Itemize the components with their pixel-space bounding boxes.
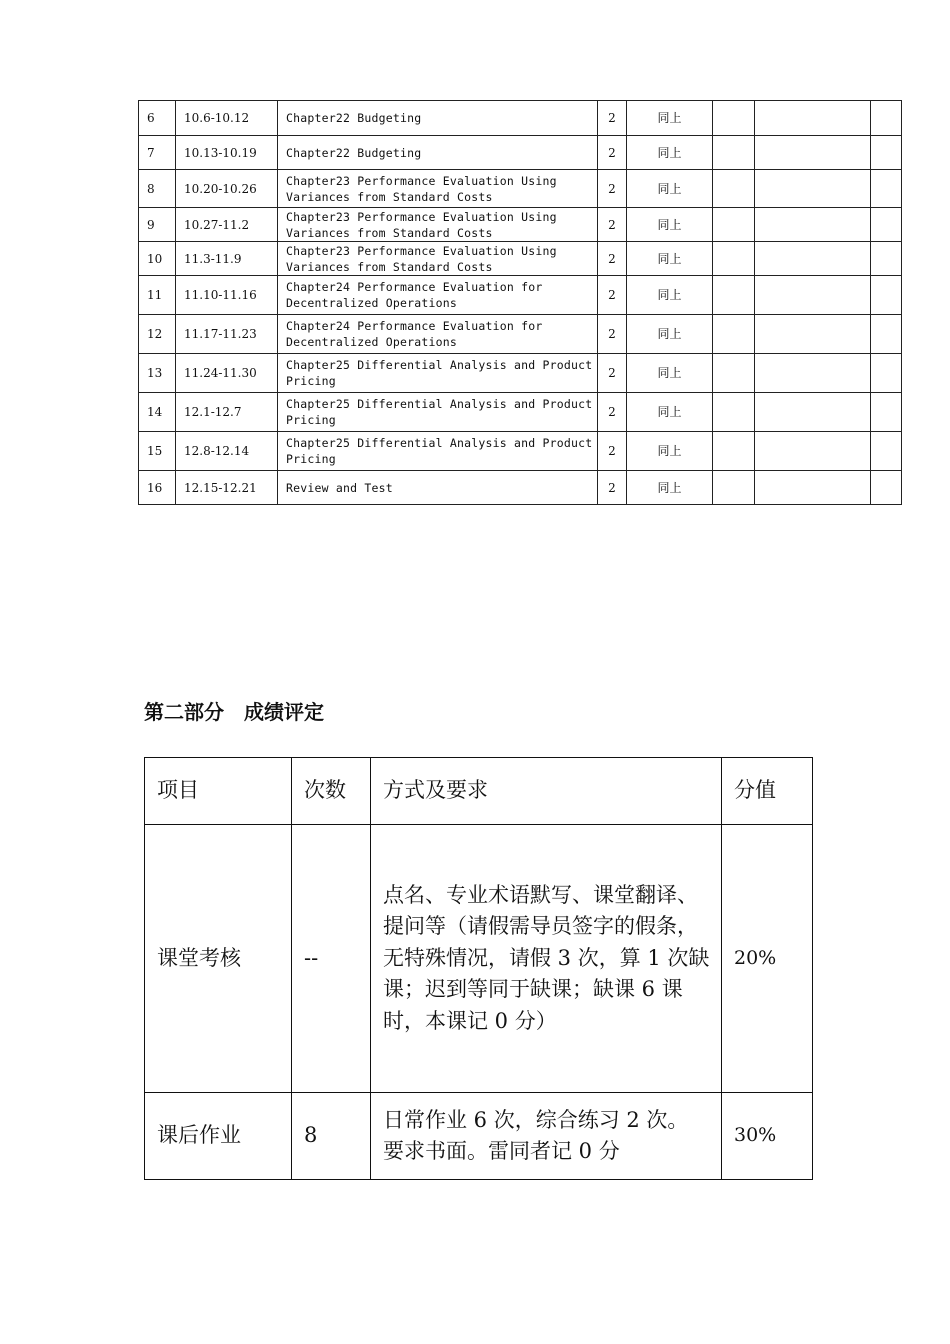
grading-method: 日常作业 6 次，综合练习 2 次。 要求书面。雷同者记 0 分 <box>371 1093 722 1180</box>
empty-cell <box>755 136 871 170</box>
empty-cell <box>871 136 902 170</box>
grading-header-row <box>145 758 813 825</box>
table-row <box>139 354 902 393</box>
grading-method: 点名、专业术语默写、课堂翻译、 提问等（请假需导员签字的假条， 无特殊情况，请假 3 次，算 1 次缺 课；迟到等同于缺课；缺课 6 课时，本课记 0 分） <box>371 825 722 1093</box>
empty-cell <box>713 101 755 136</box>
dates-cell: 10.20-10.26 <box>176 170 278 208</box>
header-count: 次数 <box>292 758 371 825</box>
table-row <box>139 170 902 208</box>
content-cell: Chapter25 Differential Analysis and Product Pricing <box>278 432 598 471</box>
dates-cell: 10.13-10.19 <box>176 136 278 170</box>
empty-cell <box>713 393 755 432</box>
grading-count: -- <box>292 825 371 1093</box>
dates-cell: 11.10-11.16 <box>176 276 278 315</box>
grading-table <box>144 757 813 1180</box>
content-cell: Chapter22 Budgeting <box>278 101 598 136</box>
section-number: 第二部分 <box>144 700 224 724</box>
empty-cell <box>755 393 871 432</box>
empty-cell <box>713 354 755 393</box>
empty-cell <box>713 315 755 354</box>
content-cell: Chapter23 Performance Evaluation Using Variances from Standard Costs <box>278 242 598 276</box>
method-cell: 同上 <box>627 242 713 276</box>
table-row <box>139 315 902 354</box>
empty-cell <box>871 242 902 276</box>
schedule-table <box>138 100 902 505</box>
table-row <box>139 136 902 170</box>
table-row <box>139 276 902 315</box>
method-cell: 同上 <box>627 208 713 242</box>
table-row <box>145 825 813 1093</box>
grading-weight: 30% <box>722 1093 813 1180</box>
dates-cell: 11.24-11.30 <box>176 354 278 393</box>
week-cell: 11 <box>139 276 176 315</box>
method-cell: 同上 <box>627 136 713 170</box>
header-item: 项目 <box>145 758 292 825</box>
week-cell: 10 <box>139 242 176 276</box>
dates-cell: 11.17-11.23 <box>176 315 278 354</box>
empty-cell <box>713 170 755 208</box>
hours-cell: 2 <box>598 170 627 208</box>
empty-cell <box>755 170 871 208</box>
empty-cell <box>871 208 902 242</box>
grading-item: 课后作业 <box>145 1093 292 1180</box>
dates-cell: 10.27-11.2 <box>176 208 278 242</box>
table-row <box>139 242 902 276</box>
empty-cell <box>755 315 871 354</box>
empty-cell <box>755 432 871 471</box>
empty-cell <box>871 354 902 393</box>
empty-cell <box>713 208 755 242</box>
hours-cell: 2 <box>598 471 627 505</box>
empty-cell <box>713 276 755 315</box>
content-cell: Review and Test <box>278 471 598 505</box>
hours-cell: 2 <box>598 101 627 136</box>
week-cell: 8 <box>139 170 176 208</box>
method-cell: 同上 <box>627 315 713 354</box>
content-cell: Chapter22 Budgeting <box>278 136 598 170</box>
method-cell: 同上 <box>627 170 713 208</box>
content-cell: Chapter23 Performance Evaluation Using Variances from Standard Costs <box>278 170 598 208</box>
hours-cell: 2 <box>598 242 627 276</box>
grading-weight: 20% <box>722 825 813 1093</box>
method-cell: 同上 <box>627 393 713 432</box>
empty-cell <box>713 432 755 471</box>
section-heading <box>144 696 324 725</box>
header-weight: 分值 <box>722 758 813 825</box>
hours-cell: 2 <box>598 315 627 354</box>
empty-cell <box>713 242 755 276</box>
method-cell: 同上 <box>627 276 713 315</box>
week-cell: 14 <box>139 393 176 432</box>
content-cell: Chapter25 Differential Analysis and Product Pricing <box>278 393 598 432</box>
week-cell: 15 <box>139 432 176 471</box>
hours-cell: 2 <box>598 393 627 432</box>
empty-cell <box>871 471 902 505</box>
table-row <box>139 208 902 242</box>
week-cell: 7 <box>139 136 176 170</box>
hours-cell: 2 <box>598 354 627 393</box>
table-row <box>139 393 902 432</box>
week-cell: 6 <box>139 101 176 136</box>
section-title: 成绩评定 <box>244 700 324 724</box>
hours-cell: 2 <box>598 432 627 471</box>
hours-cell: 2 <box>598 276 627 315</box>
empty-cell <box>713 471 755 505</box>
grading-count: 8 <box>292 1093 371 1180</box>
empty-cell <box>871 432 902 471</box>
hours-cell: 2 <box>598 136 627 170</box>
table-row <box>139 101 902 136</box>
week-cell: 16 <box>139 471 176 505</box>
dates-cell: 12.15-12.21 <box>176 471 278 505</box>
header-method: 方式及要求 <box>371 758 722 825</box>
dates-cell: 12.8-12.14 <box>176 432 278 471</box>
week-cell: 9 <box>139 208 176 242</box>
table-row <box>139 471 902 505</box>
method-cell: 同上 <box>627 432 713 471</box>
grading-item: 课堂考核 <box>145 825 292 1093</box>
empty-cell <box>755 471 871 505</box>
table-row <box>139 432 902 471</box>
method-cell: 同上 <box>627 354 713 393</box>
empty-cell <box>755 101 871 136</box>
empty-cell <box>755 354 871 393</box>
empty-cell <box>871 170 902 208</box>
method-cell: 同上 <box>627 101 713 136</box>
empty-cell <box>755 242 871 276</box>
week-cell: 12 <box>139 315 176 354</box>
hours-cell: 2 <box>598 208 627 242</box>
empty-cell <box>713 136 755 170</box>
dates-cell: 10.6-10.12 <box>176 101 278 136</box>
empty-cell <box>871 393 902 432</box>
empty-cell <box>871 276 902 315</box>
empty-cell <box>871 101 902 136</box>
method-cell: 同上 <box>627 471 713 505</box>
dates-cell: 11.3-11.9 <box>176 242 278 276</box>
content-cell: Chapter24 Performance Evaluation for Decentralized Operations <box>278 315 598 354</box>
empty-cell <box>755 208 871 242</box>
table-row <box>145 1093 813 1180</box>
dates-cell: 12.1-12.7 <box>176 393 278 432</box>
empty-cell <box>755 276 871 315</box>
content-cell: Chapter24 Performance Evaluation for Decentralized Operations <box>278 276 598 315</box>
empty-cell <box>871 315 902 354</box>
content-cell: Chapter25 Differential Analysis and Product Pricing <box>278 354 598 393</box>
week-cell: 13 <box>139 354 176 393</box>
content-cell: Chapter23 Performance Evaluation Using Variances from Standard Costs <box>278 208 598 242</box>
